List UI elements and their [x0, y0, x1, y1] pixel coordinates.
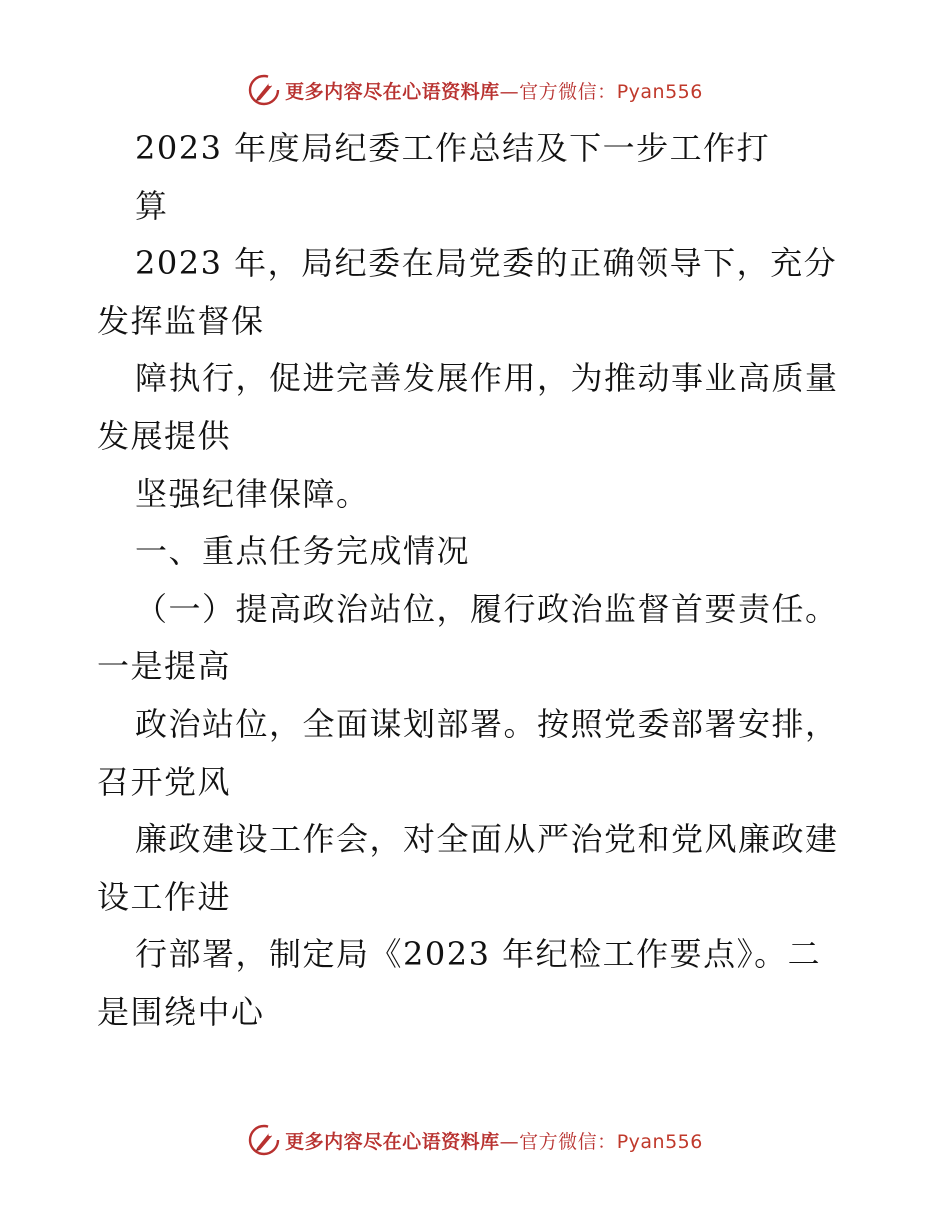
- watermark-dash: —: [499, 1130, 520, 1153]
- doc-paragraph-line: 行部署，制定局《2023 年纪检工作要点》。二: [135, 935, 822, 974]
- doc-paragraph-line: 坚强纪律保障。: [135, 474, 370, 513]
- doc-subsection-heading: （一）提高政治站位，履行政治监督首要责任。: [135, 589, 839, 628]
- doc-section-heading: 一、重点任务完成情况: [135, 532, 471, 571]
- pen-logo-icon: [247, 73, 281, 107]
- watermark-brand: 更多内容尽在心语资料库: [285, 1130, 500, 1153]
- watermark-account: Pyan556: [616, 80, 703, 103]
- footer-watermark: [0, 1120, 950, 1160]
- doc-paragraph-line: 2023 年，局纪委在局党委的正确领导下，充分: [135, 244, 838, 283]
- watermark-label: 官方微信：: [519, 1130, 617, 1153]
- watermark-text: [285, 77, 703, 104]
- doc-paragraph-line: 发挥监督保: [97, 301, 265, 340]
- doc-paragraph-line: 召开党风: [97, 762, 232, 801]
- doc-paragraph-line: 一是提高: [97, 647, 232, 686]
- doc-paragraph-line: 廉政建设工作会，对全面从严治党和党风廉政建: [135, 820, 839, 859]
- header-watermark: [0, 70, 950, 110]
- doc-paragraph-line: 障执行，促进完善发展作用，为推动事业高质量: [135, 359, 839, 398]
- watermark-label: 官方微信：: [519, 80, 617, 103]
- watermark-brand: 更多内容尽在心语资料库: [285, 80, 500, 103]
- doc-title-line-2: 算: [135, 186, 169, 225]
- doc-paragraph-line: 是围绕中心: [97, 992, 265, 1031]
- document-body: [97, 120, 877, 1042]
- watermark-text: [285, 1127, 703, 1154]
- watermark-dash: —: [499, 80, 520, 103]
- pen-logo-icon: [247, 1123, 281, 1157]
- doc-paragraph-line: 发展提供: [97, 416, 232, 455]
- doc-paragraph-line: 设工作进: [97, 877, 232, 916]
- doc-paragraph-line: 政治站位，全面谋划部署。按照党委部署安排，: [135, 704, 839, 743]
- watermark-account: Pyan556: [616, 1130, 703, 1153]
- doc-title-line-1: 2023 年度局纪委工作总结及下一步工作打: [135, 129, 771, 167]
